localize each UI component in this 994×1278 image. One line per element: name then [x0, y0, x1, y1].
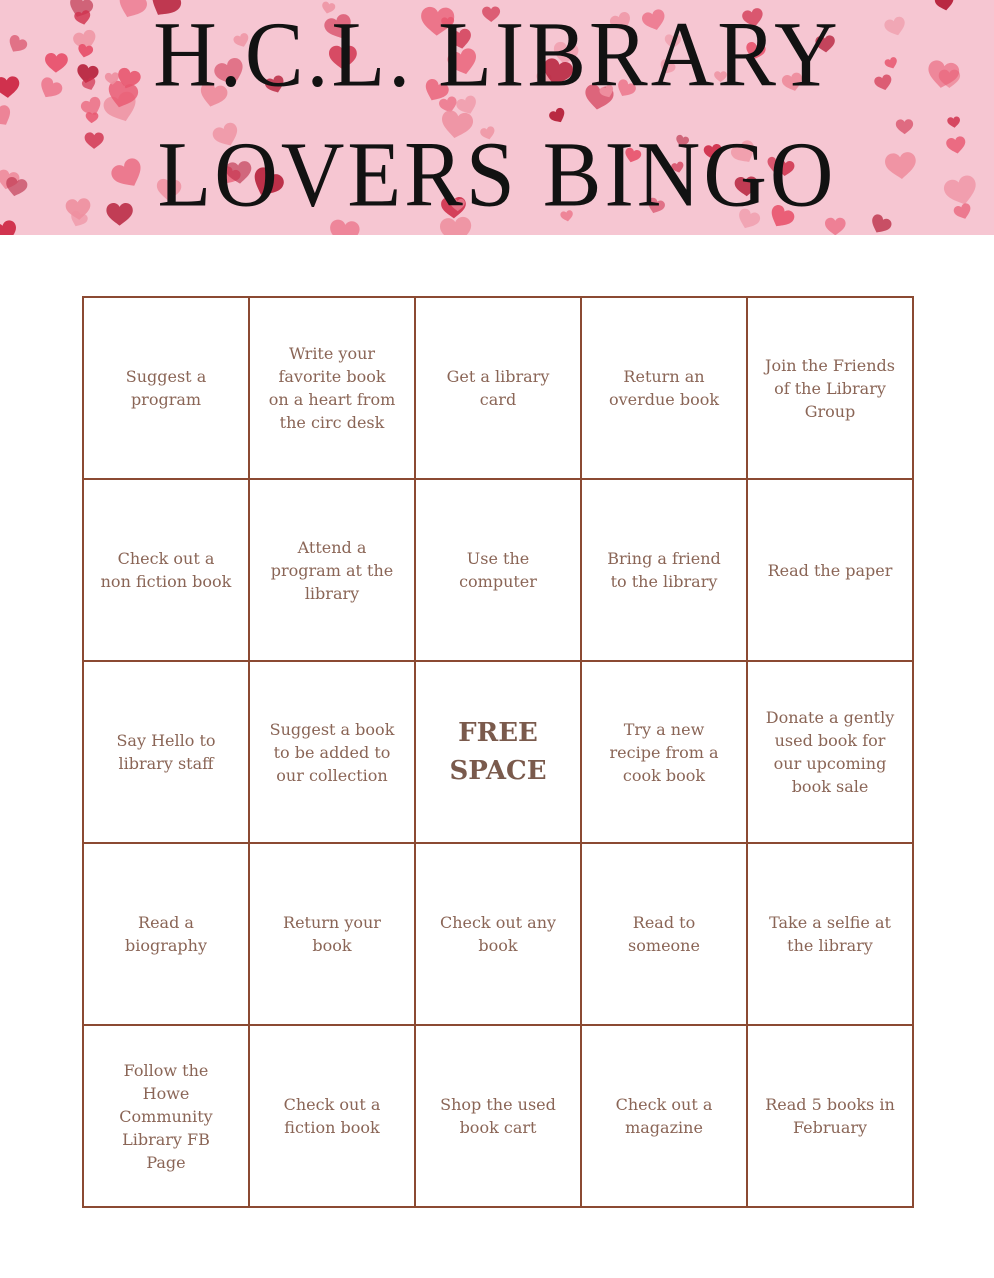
bingo-square-text: Check out a magazine: [615, 1095, 713, 1137]
bingo-square[interactable]: [250, 298, 416, 480]
bingo-square-text: Donate a gently used book for our upcoming book sale: [765, 708, 895, 796]
title-line-2: LOVERS BINGO: [157, 124, 837, 227]
bingo-square[interactable]: [582, 844, 748, 1026]
bingo-square[interactable]: [84, 298, 250, 480]
bingo-square-text: Shop the used book cart: [440, 1095, 556, 1137]
bingo-square[interactable]: [582, 480, 748, 662]
bingo-square-text: Say Hello to library staff: [116, 731, 216, 773]
bingo-square-text: Follow the Howe Community Library FB Page: [119, 1060, 213, 1172]
free-space-square[interactable]: [416, 662, 582, 844]
bingo-square[interactable]: [416, 298, 582, 480]
bingo-square-text: Read a biography: [124, 913, 207, 955]
bingo-card: [82, 296, 914, 1208]
free-space-text: FREE SPACE: [449, 718, 547, 786]
bingo-square-text: Use the computer: [459, 549, 537, 591]
bingo-square-text: Bring a friend to the library: [607, 549, 721, 591]
bingo-square[interactable]: [250, 1026, 416, 1208]
heart-icon: [947, 116, 961, 128]
bingo-square-text: Check out a fiction book: [283, 1095, 381, 1137]
bingo-square[interactable]: [748, 480, 914, 662]
bingo-square[interactable]: [582, 298, 748, 480]
heart-icon: [548, 106, 568, 125]
bingo-square-text: Check out any book: [439, 913, 557, 955]
bingo-square[interactable]: [748, 1026, 914, 1208]
bingo-square[interactable]: [748, 298, 914, 480]
bingo-square[interactable]: [748, 844, 914, 1026]
bingo-square-text: Return your book: [283, 913, 381, 955]
bingo-square[interactable]: [84, 844, 250, 1026]
bingo-square[interactable]: [582, 662, 748, 844]
bingo-square[interactable]: [84, 1026, 250, 1208]
bingo-square[interactable]: [250, 480, 416, 662]
bingo-square-text: Read the paper: [767, 560, 893, 580]
bingo-square[interactable]: [84, 480, 250, 662]
bingo-square[interactable]: [416, 844, 582, 1026]
bingo-square-text: Suggest a program: [125, 367, 207, 409]
bingo-square-text: Attend a program at the library: [270, 537, 394, 603]
bingo-square-text: Get a library card: [446, 367, 550, 409]
bingo-square-text: Read 5 books in February: [765, 1095, 895, 1137]
bingo-square-text: Read to someone: [628, 913, 700, 955]
bingo-square-text: Try a new recipe from a cook book: [609, 719, 719, 785]
bingo-square-text: Join the Friends of the Library Group: [765, 355, 895, 421]
bingo-square[interactable]: [250, 662, 416, 844]
bingo-square[interactable]: [582, 1026, 748, 1208]
bingo-square-text: Write your favorite book on a heart from the circ desk: [268, 344, 396, 432]
bingo-square-text: Check out a non fiction book: [100, 549, 232, 591]
heart-banner: [0, 0, 994, 235]
bingo-square[interactable]: [84, 662, 250, 844]
bingo-square-text: Suggest a book to be added to our collection: [269, 719, 395, 785]
title-line-1: H.C.L. LIBRARY: [153, 4, 841, 107]
bingo-square[interactable]: [416, 1026, 582, 1208]
bingo-square[interactable]: [250, 844, 416, 1026]
bingo-square-text: Return an overdue book: [608, 367, 720, 409]
bingo-square[interactable]: [416, 480, 582, 662]
heart-icon: [0, 103, 15, 130]
bingo-square[interactable]: [748, 662, 914, 844]
bingo-square-text: Take a selfie at the library: [769, 913, 891, 955]
